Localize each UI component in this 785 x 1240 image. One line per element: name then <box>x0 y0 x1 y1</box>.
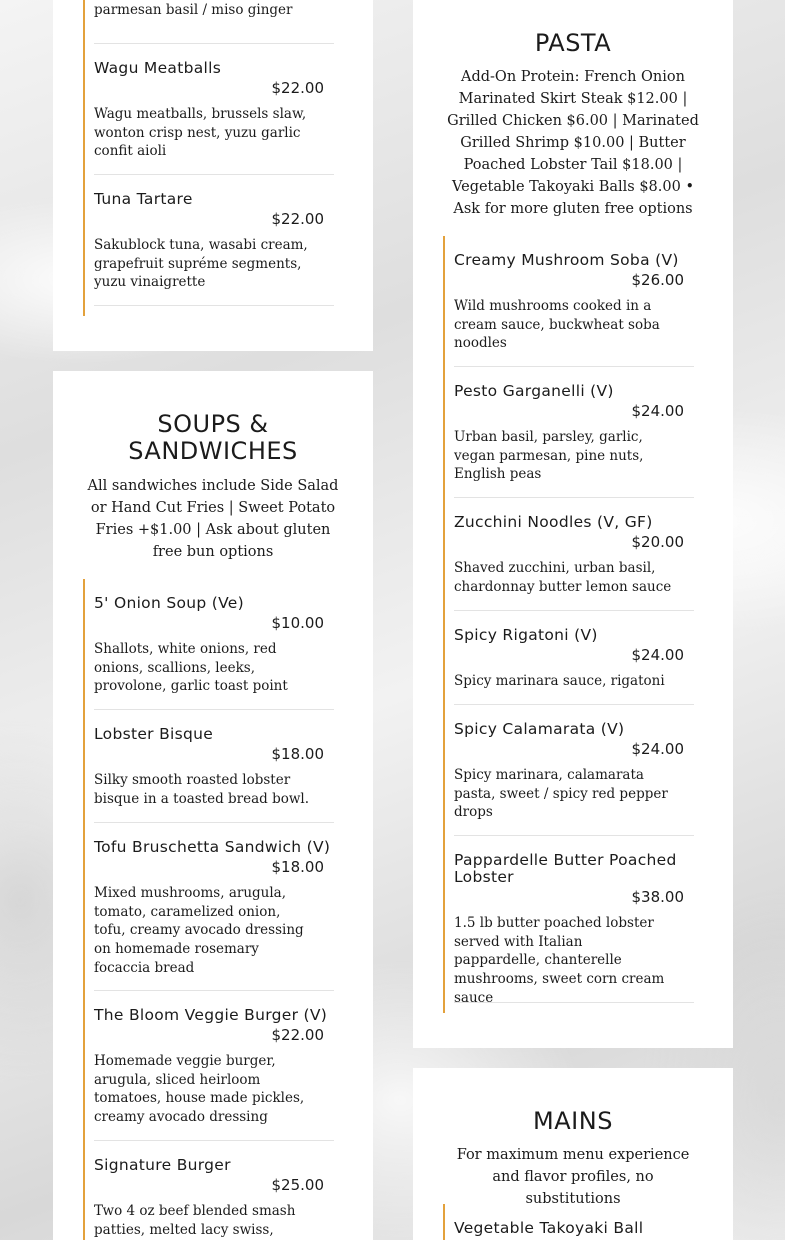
mains-card <box>413 1068 733 1240</box>
menu-item <box>94 991 334 1141</box>
section-title: MAINS <box>533 1107 613 1135</box>
menu-item <box>94 579 334 710</box>
menu-item <box>94 0 334 44</box>
item-description: Shaved zucchini, urban basil, chardonnay butter lemon sauce <box>454 560 672 595</box>
menu-item <box>94 710 334 823</box>
item-description: Spicy marinara, calamarata pasta, sweet / spicy red pepper drops <box>454 767 668 821</box>
menu-item <box>454 1204 694 1237</box>
menu-item <box>94 823 334 991</box>
menu-item <box>454 611 694 705</box>
item-price: $24.00 <box>631 646 684 664</box>
appetizers-card <box>53 0 373 351</box>
item-name: Vegetable Takoyaki Ball <box>454 1219 644 1237</box>
item-name: The Bloom Veggie Burger (V) <box>94 1006 328 1024</box>
section-description: Add-On Protein: French Onion Marinated Skirt Steak $12.00 | Grilled Chicken $6.00 | Marinated Grilled Shrimp $10.00 | Butter Poached Lobster Tail $18.00 | Vegetable Takoyaki Balls $8.00 • Ask for more gluten free options <box>447 69 699 217</box>
item-name: 5' Onion Soup (Ve) <box>94 594 244 612</box>
item-description: Spicy marinara sauce, rigatoni <box>454 673 665 689</box>
section-description: All sandwiches include Side Salad or Hand Cut Fries | Sweet Potato Fries +$1.00 | Ask about gluten free bun options <box>87 478 339 560</box>
item-description: Silky smooth roasted lobster bisque in a toasted bread bowl. <box>94 772 310 807</box>
item-description: parmesan basil / miso ginger <box>94 1 293 18</box>
item-description: Shallots, white onions, red onions, scallions, leeks, provolone, garlic toast point <box>94 641 288 695</box>
list-spacer <box>85 306 334 316</box>
item-name: Signature Burger <box>94 1156 231 1174</box>
item-price: $20.00 <box>631 533 684 551</box>
section-title: PASTA <box>534 29 612 57</box>
item-price: $25.00 <box>271 1176 324 1194</box>
section-title: SOUPS & SANDWICHES <box>128 410 298 465</box>
item-price: $38.00 <box>631 888 684 906</box>
item-name: Tofu Bruschetta Sandwich (V) <box>94 838 331 856</box>
menu-item <box>454 705 694 836</box>
menu-item <box>454 498 694 611</box>
item-name: Tuna Tartare <box>94 190 193 208</box>
item-name: Spicy Rigatoni (V) <box>454 626 598 644</box>
item-price: $18.00 <box>271 858 324 876</box>
item-price: $22.00 <box>271 210 324 228</box>
item-description: Two 4 oz beef blended smash patties, melted lacy swiss, <box>94 1203 296 1238</box>
item-name: Pappardelle Butter Poached Lobster <box>454 851 677 886</box>
menu-item <box>454 236 694 367</box>
item-description: Wild mushrooms cooked in a cream sauce, buckwheat soba noodles <box>454 298 660 352</box>
menu-item <box>94 1141 334 1240</box>
item-price: $26.00 <box>631 271 684 289</box>
item-name: Wagu Meatballs <box>94 59 222 77</box>
item-price: $18.00 <box>271 745 324 763</box>
pasta-card <box>413 0 733 1048</box>
item-description: 1.5 lb butter poached lobster served with Italian pappardelle, chanterelle mushrooms, sweet corn cream sauce <box>454 915 665 1006</box>
item-description: Urban basil, parsley, garlic, vegan parmesan, pine nuts, English peas <box>454 429 644 483</box>
item-name: Creamy Mushroom Soba (V) <box>454 251 679 269</box>
menu-item <box>454 836 694 1006</box>
item-name: Spicy Calamarata (V) <box>454 720 625 738</box>
menu-item <box>94 44 334 175</box>
item-price: $24.00 <box>631 740 684 758</box>
item-name: Lobster Bisque <box>94 725 214 743</box>
item-price: $22.00 <box>271 1026 324 1044</box>
item-description: Mixed mushrooms, arugula, tomato, caramelized onion, tofu, creamy avocado dressing on homemade rosemary focaccia bread <box>94 885 304 976</box>
item-name: Zucchini Noodles (V, GF) <box>454 513 653 531</box>
item-price: $22.00 <box>271 79 324 97</box>
pasta-item-list <box>443 236 694 1013</box>
item-description: Homemade veggie burger, arugula, sliced heirloom tomatoes, house made pickles, creamy avocado dressing <box>94 1053 305 1126</box>
soups-sandwiches-card <box>53 371 373 1240</box>
item-description: Wagu meatballs, brussels slaw, wonton crisp nest, yuzu garlic confit aioli <box>94 106 307 160</box>
appetizers-item-list <box>83 0 334 316</box>
item-description: Sakublock tuna, wasabi cream, grapefruit supréme segments, yuzu vinaigrette <box>94 237 308 291</box>
mains-item-list <box>443 1204 694 1240</box>
soups-item-list <box>83 579 334 1240</box>
item-name: Pesto Garganelli (V) <box>454 382 614 400</box>
item-price: $10.00 <box>271 614 324 632</box>
item-price: $24.00 <box>631 402 684 420</box>
menu-item <box>454 367 694 498</box>
menu-item <box>94 175 334 306</box>
section-description: For maximum menu experience and flavor profiles, no substitutions <box>456 1147 690 1207</box>
